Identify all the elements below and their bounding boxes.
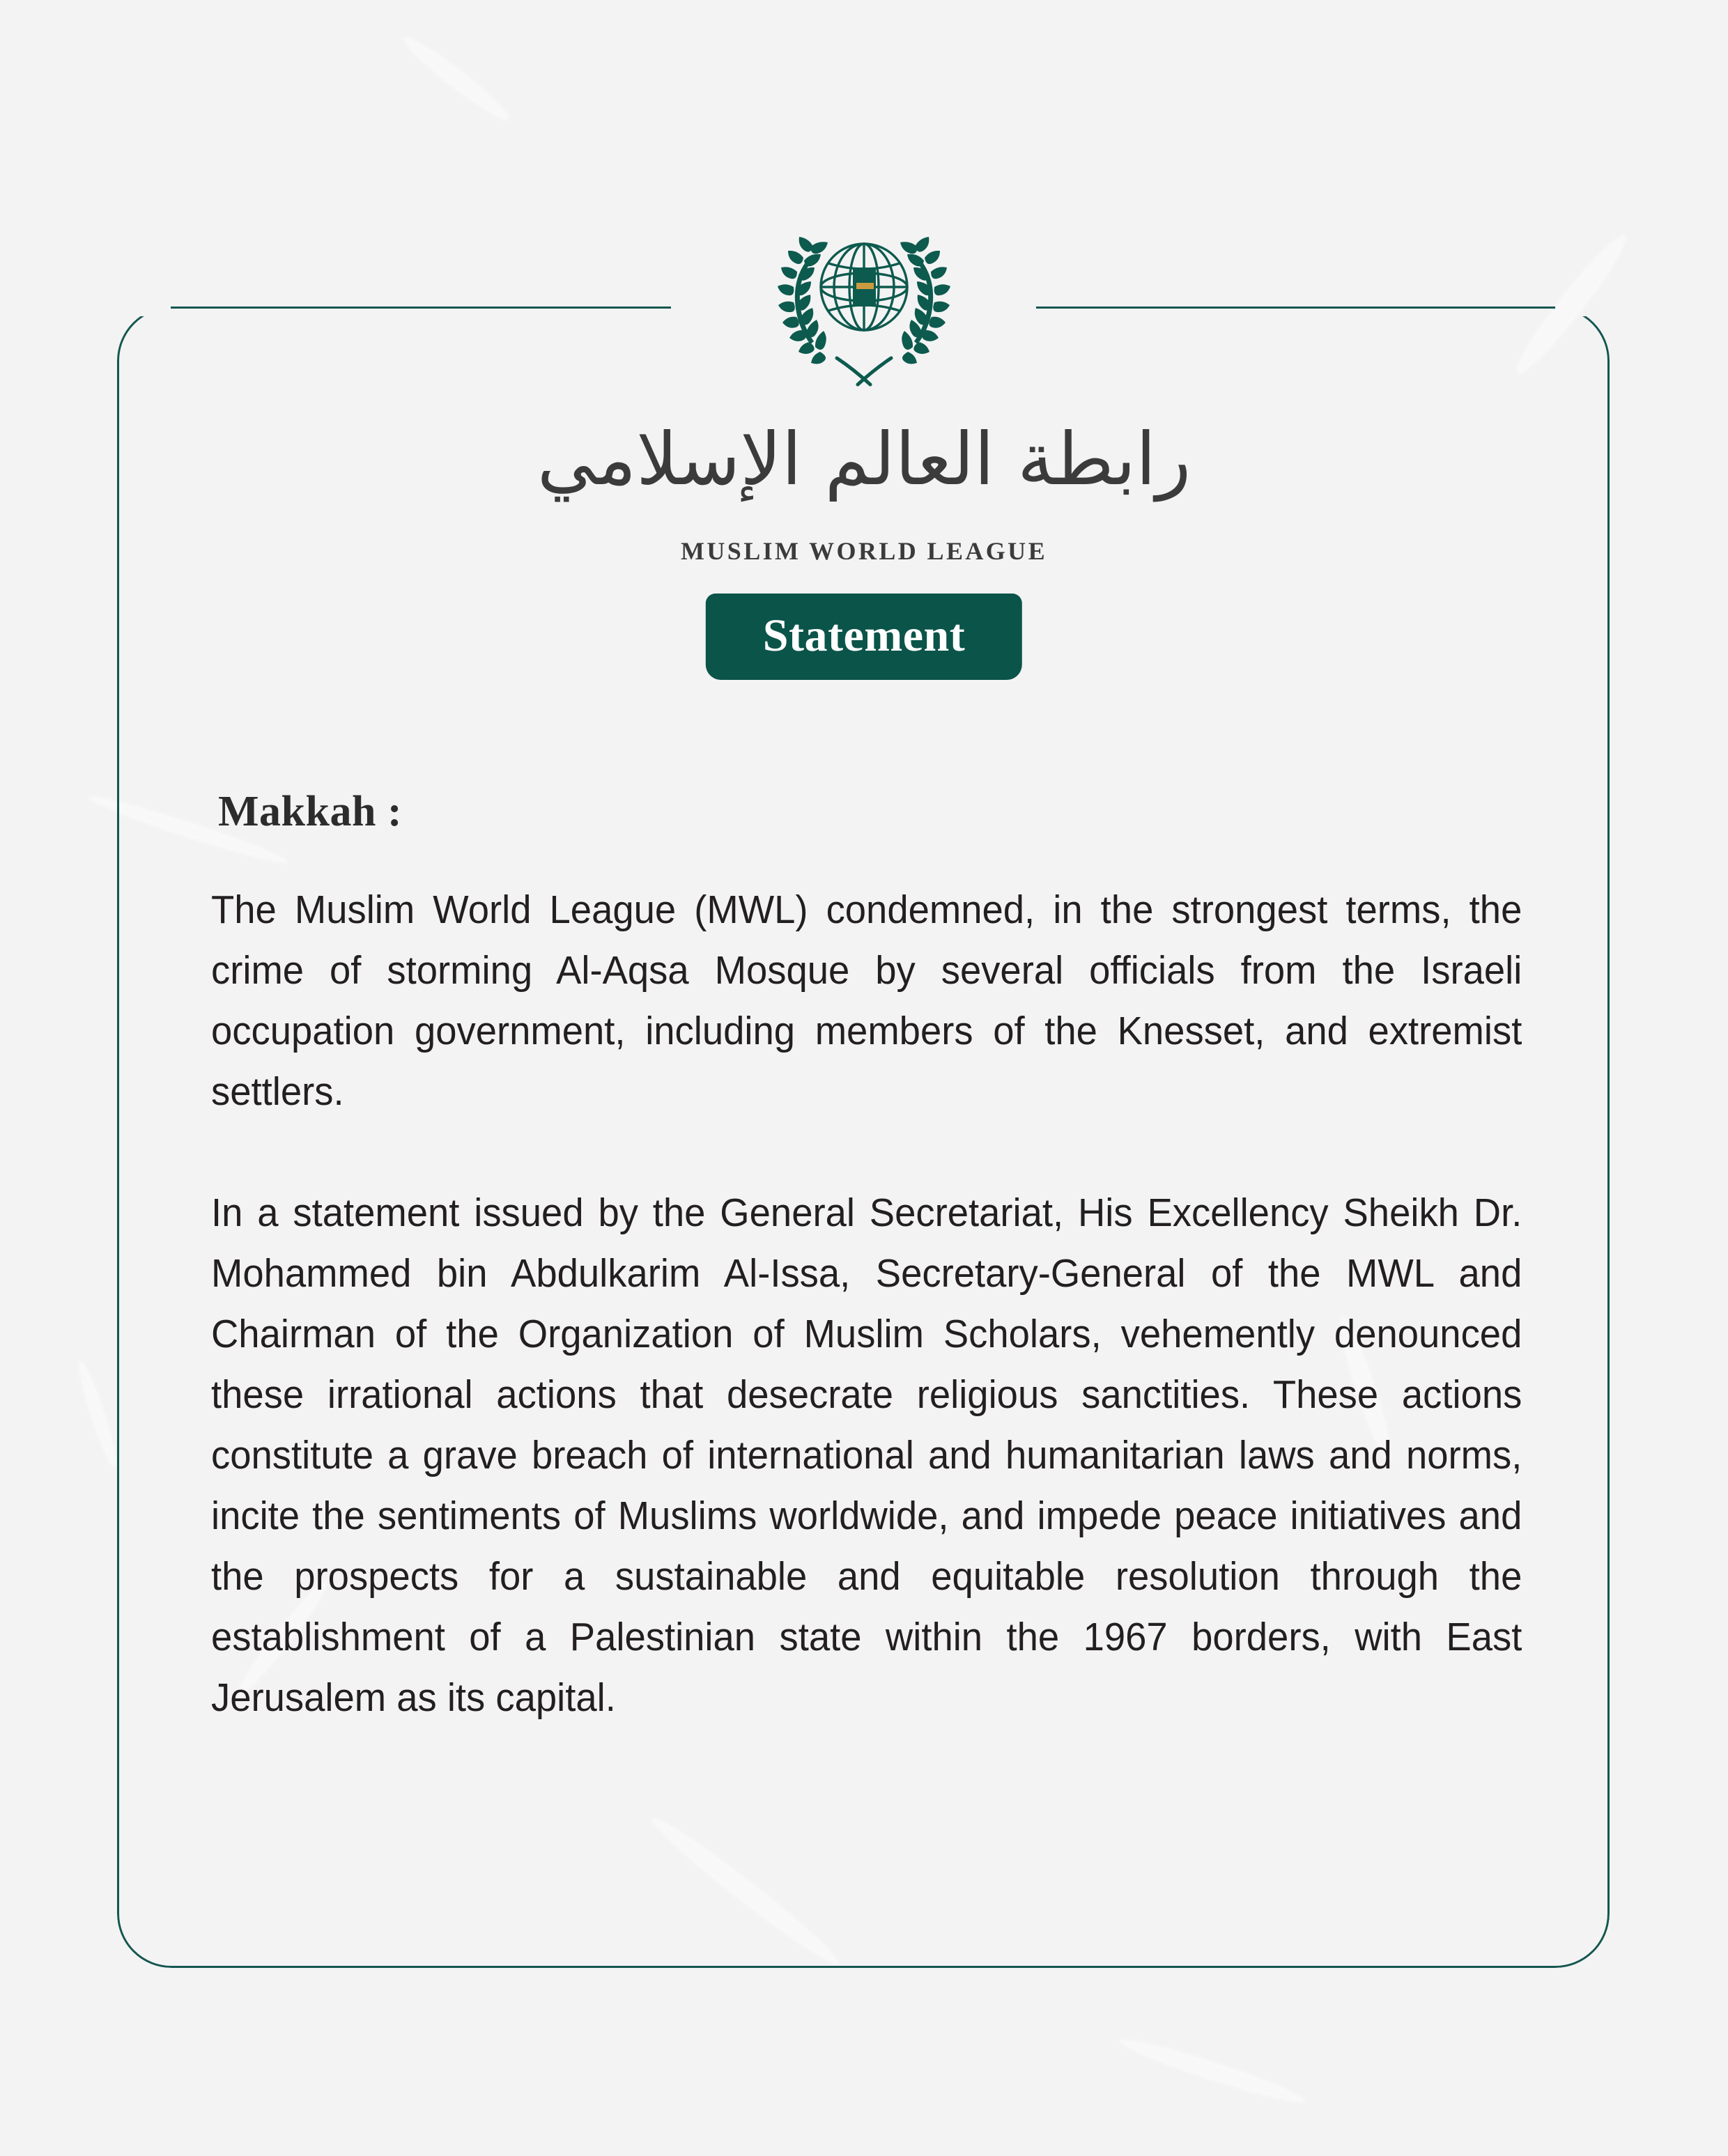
paper-texture-mark (74, 1359, 121, 1469)
frame-top-segment-right (1036, 307, 1555, 309)
dateline: Makkah : (218, 788, 403, 835)
wordmark-arabic (537, 417, 1191, 502)
statement-badge: Statement (706, 594, 1022, 680)
statement-paragraph: The Muslim World League (MWL) condemned, in the strongest terms, the crime of storming Al-Aqsa Mosque by several officials from the Israeli occupation government, including members of the Knesset, and extremist settlers. (211, 887, 1522, 1114)
mwl-globe-laurel-emblem (770, 215, 958, 389)
statement-body (211, 787, 1522, 1728)
statement-paragraph: In a statement issued by the General Secretariat, His Excellency Sheikh Dr. Mohammed bin Abdulkarim Al-Issa, Secretary-General of the MWL and Chairman of the Organization of Muslim Scholars, vehemently denounced these irrational actions that desecrate religious sanctities. These actions constitute a grave breach of international and humanitarian laws and norms, incite the sentiments of Muslims worldwide, and impede peace initiatives and the prospects for a sustainable and equitable resolution through the establishment of a Palestinian state within the 1967 borders, with East Jerusalem as its capital. (211, 1191, 1522, 1720)
paper-texture-mark (1117, 2032, 1308, 2109)
frame-top-segment-left (171, 307, 671, 309)
wordmark-arabic-text: رابطة العالم الإسلامي (537, 417, 1191, 502)
paper-texture-mark (399, 31, 514, 126)
wordmark-english: MUSLIM WORLD LEAGUE (681, 537, 1047, 565)
